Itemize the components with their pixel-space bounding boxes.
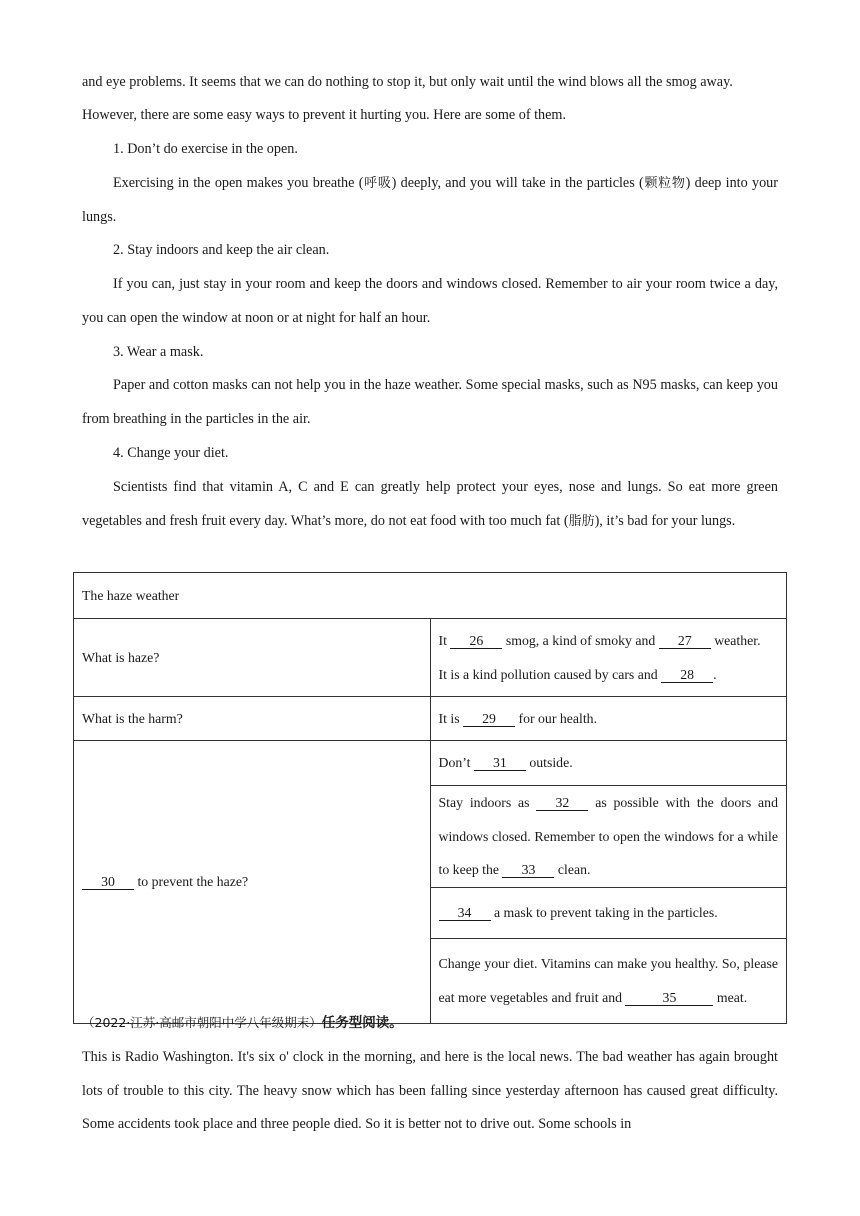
answer-cell: 34 a mask to prevent taking in the particles. [430, 887, 787, 938]
answer-cell: It 26 smog, a kind of smoky and 27 weather. It is a kind pollution caused by cars and 28 . [430, 619, 787, 697]
table-row [74, 619, 787, 697]
tip-paragraph-4: Scientists find that vitamin A, C and E can greatly help protect your eyes, nose and lungs. So eat more green vegetables and fresh fruit every day. What’s more, do not eat food with too much fat (脂肪), it’s bad for your lungs. [82, 479, 778, 529]
answer-cell: Change your diet. Vitamins can make you healthy. So, please eat more vegetables and fruit and 35 meat. [430, 938, 787, 1023]
passage-line: However, there are some easy ways to prevent it hurting you. Here are some of them. [82, 107, 567, 123]
blank-29[interactable]: 29 [463, 711, 515, 727]
answer-cell: Stay indoors as 32 as possible with the doors and windows closed. Remember to open the windows for a while to keep the 33 clean. [430, 786, 787, 888]
tip-paragraph-2: If you can, just stay in your room and keep the doors and windows closed. Remember to air your room twice a day, you can open the window at noon or at night for half an hour. [82, 276, 778, 326]
question-cell: What is haze? [74, 619, 431, 697]
blank-28[interactable]: 28 [661, 667, 713, 683]
blank-34[interactable]: 34 [439, 905, 491, 921]
blank-35[interactable]: 35 [625, 990, 713, 1006]
haze-summary-table [73, 572, 787, 1024]
passage-line: and eye problems. It seems that we can do nothing to stop it, but only wait until the wind blows all the smog away. [82, 74, 733, 90]
question-source: （2022·江苏·高邮市朝阳中学八年级期末）任务型阅读。 [82, 1015, 403, 1031]
table-title: The haze weather [74, 573, 787, 619]
blank-32[interactable]: 32 [536, 795, 588, 811]
blank-27[interactable]: 27 [659, 633, 711, 649]
tip-heading-1: 1. Don’t do exercise in the open. [113, 141, 298, 157]
tip-paragraph-3: Paper and cotton masks can not help you in the haze weather. Some special masks, such as N95 masks, can keep you from breathing in the particles in the air. [82, 377, 778, 427]
tip-heading-2: 2. Stay indoors and keep the air clean. [113, 242, 330, 258]
tip-heading-4: 4. Change your diet. [113, 445, 229, 461]
blank-30[interactable]: 30 [82, 874, 134, 890]
tip-heading-3: 3. Wear a mask. [113, 344, 204, 360]
table-row [74, 573, 787, 619]
blank-33[interactable]: 33 [502, 862, 554, 878]
radio-passage: This is Radio Washington. It's six o' clock in the morning, and here is the local news. The bad weather has again brought lots of trouble to this city. The heavy snow which has been falling since yesterday afternoon has caused great difficulty. Some accidents took place and three people died. So it is better not to drive out. Some schools in [82, 1049, 778, 1133]
blank-31[interactable]: 31 [474, 755, 526, 771]
blank-26[interactable]: 26 [450, 633, 502, 649]
table-row [74, 697, 787, 741]
answer-cell: Don’t 31 outside. [430, 741, 787, 786]
tip-paragraph-1: Exercising in the open makes you breathe (呼吸) deeply, and you will take in the particles (颗粒物) deep into your lungs. [82, 175, 778, 225]
question-cell: 30 to prevent the haze? [74, 741, 431, 1024]
table-row [74, 741, 787, 786]
question-cell: What is the harm? [74, 697, 431, 741]
answer-cell: It is 29 for our health. [430, 697, 787, 741]
